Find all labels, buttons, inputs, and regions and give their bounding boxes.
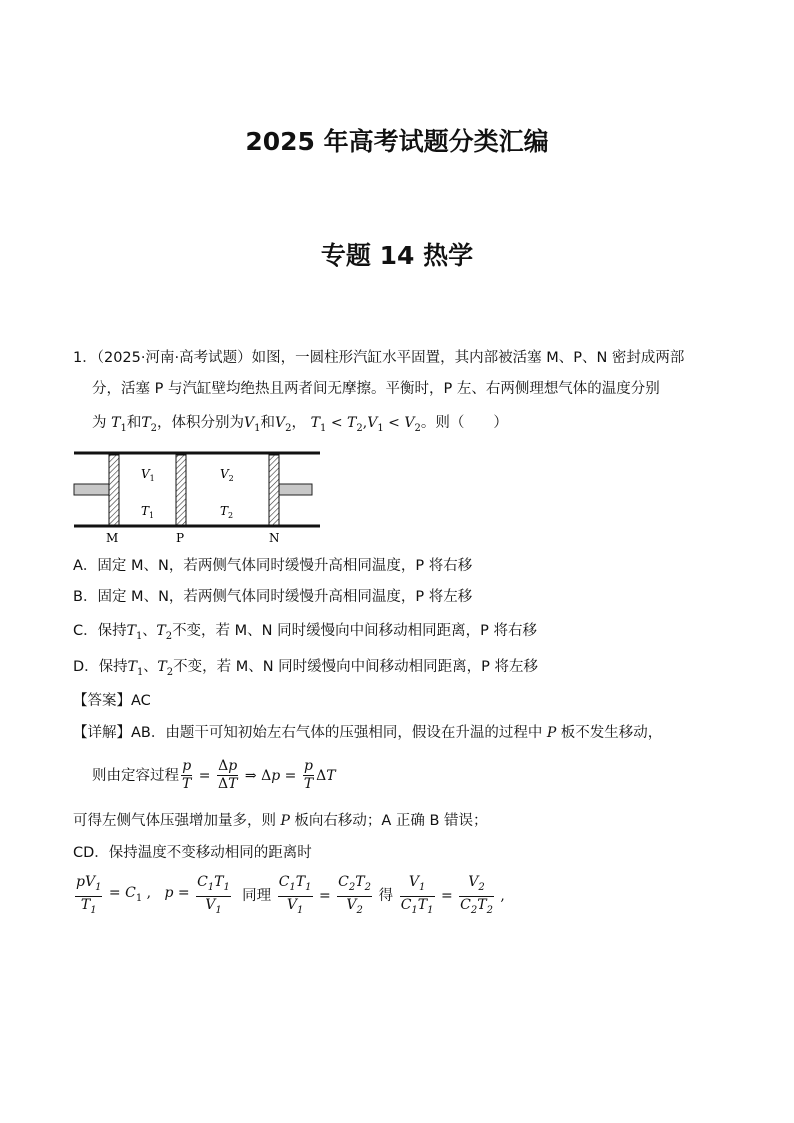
condition-inequality: $T_1 < T_2,V_1 < V_2$ [310,415,421,434]
question-number: 1． [73,350,97,366]
question-source: （2025·河南·高考试题） [96,350,252,366]
symbol-V2: $V_2$ [275,415,292,434]
option-A: A．固定 M、N，若两侧气体同时缓慢升高相同温度，P 将右移 [73,558,473,574]
option-D: D．保持$T_1$、$T_2$不变，若 M、N 同时缓慢向中间移动相同距离，P 将左移 [73,659,539,678]
option-B: B．固定 M、N，若两侧气体同时缓慢升高相同温度，P 将左移 [73,589,473,605]
label-N: N [269,531,280,544]
label-T2: $T_2$ [220,504,234,520]
topic-title: 专题 14 热学 [320,241,474,270]
piston-P [176,455,186,525]
label-V2: $V_2$ [220,467,234,483]
piston-N [269,455,279,525]
label-T1: $T_1$ [141,504,155,520]
analysis-line-4: CD．保持温度不变移动相同的距离时 [73,845,312,861]
question-stem-line-2: 分，活塞 P 与汽缸壁均绝热且两者间无摩擦。平衡时，P 左、右两侧理想气体的温度分别 [92,381,660,397]
question-stem-line-1: 1．（2025·河南·高考试题）如图，一圆柱形汽缸水平固置，其内部被活塞 M、P、N 密封成两部 [73,350,685,366]
cylinder-figure [72,448,322,544]
option-C: C．保持$T_1$、$T_2$不变，若 M、N 同时缓慢向中间移动相同距离，P 将右移 [73,623,537,642]
document-title: 2025 年高考试题分类汇编 [245,127,549,156]
analysis-line-3: 可得左侧气体压强增加量多，则 P 板向右移动；A 正确 B 错误； [73,813,488,829]
left-rod [74,484,109,495]
analysis-line-2: 则由定容过程 $\frac{p}{T}$ = $\frac{\Delta p}{\Delta T}$ ⇒ Δp = $\frac{p}{T}$ ΔT [92,758,336,792]
label-M: M [106,531,119,544]
question-stem-line-3: 为 $T_1$和$T_2$，体积分别为$V_1$和$V_2$， $T_1 < T_2,V_1 < V_2$。则（ ） [92,415,508,434]
piston-M [109,455,119,525]
label-V1: $V_1$ [141,467,155,483]
symbol-T1: $T_1$ [111,415,127,434]
symbol-V1: $V_1$ [244,415,261,434]
analysis-line-1: 【详解】AB．由题干可知初始左右气体的压强相同，假设在升温的过程中 P 板不发生移动， [73,725,663,741]
answer: 【答案】AC [73,693,151,709]
analysis-line-5: $\frac{pV_1}{T_1}$ = $C_1$ , p = $\frac{C_1T_1}{V_1}$ 同理 $\frac{C_1T_1}{V_1}$ = $\frac{C_2T_2}{V_2}$ 得 $\frac{V_1}{C_1T_1}$ = $\frac{V_2}{C_2T_2}$ , [76,874,505,916]
symbol-T2: $T_2$ [141,415,158,434]
right-rod [279,484,312,495]
label-P: P [176,531,185,544]
